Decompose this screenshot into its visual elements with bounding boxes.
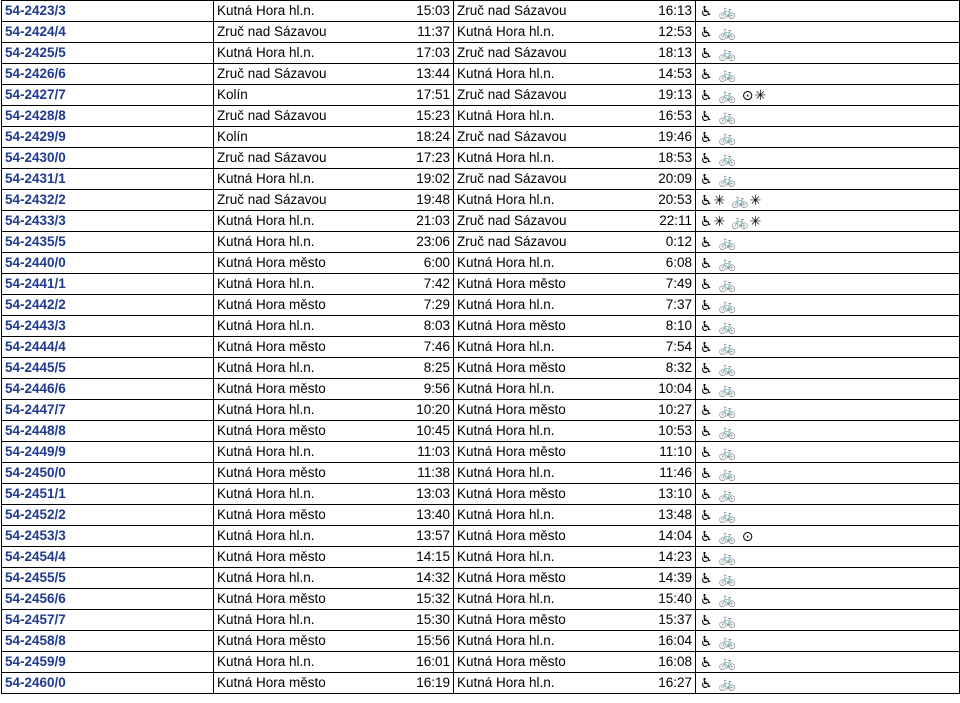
route-code: 54-2435/5: [2, 232, 214, 253]
table-row: [2, 631, 960, 652]
departure-time: 10:20: [379, 400, 454, 421]
table-row: [2, 169, 960, 190]
service-symbols: ♿ 🚲: [696, 43, 960, 64]
to-stop: Zruč nad Sázavou: [454, 43, 639, 64]
from-stop: Kutná Hora město: [214, 253, 379, 274]
arrival-time: 0:12: [639, 232, 696, 253]
table-row: [2, 652, 960, 673]
table-row: [2, 484, 960, 505]
to-stop: Kutná Hora město: [454, 526, 639, 547]
arrival-time: 7:49: [639, 274, 696, 295]
arrival-time: 10:53: [639, 421, 696, 442]
arrival-time: 12:53: [639, 22, 696, 43]
departure-time: 15:23: [379, 106, 454, 127]
to-stop: Zruč nad Sázavou: [454, 232, 639, 253]
route-code: 54-2440/0: [2, 253, 214, 274]
from-stop: Kutná Hora hl.n.: [214, 211, 379, 232]
from-stop: Kutná Hora město: [214, 337, 379, 358]
service-symbols: ♿ 🚲: [696, 127, 960, 148]
table-row: [2, 547, 960, 568]
departure-time: 13:57: [379, 526, 454, 547]
table-row: [2, 232, 960, 253]
arrival-time: 7:37: [639, 295, 696, 316]
service-symbols: ♿ 🚲: [696, 652, 960, 673]
arrival-time: 8:10: [639, 316, 696, 337]
service-symbols: ♿ 🚲: [696, 169, 960, 190]
route-code: 54-2458/8: [2, 631, 214, 652]
arrival-time: 14:23: [639, 547, 696, 568]
table-row: [2, 190, 960, 211]
service-symbols: ♿ 🚲: [696, 1, 960, 22]
table-row: [2, 274, 960, 295]
table-row: [2, 43, 960, 64]
route-code: 54-2446/6: [2, 379, 214, 400]
arrival-time: 16:53: [639, 106, 696, 127]
service-symbols: ♿ 🚲: [696, 400, 960, 421]
route-code: 54-2442/2: [2, 295, 214, 316]
to-stop: Kutná Hora hl.n.: [454, 673, 639, 694]
arrival-time: 20:53: [639, 190, 696, 211]
service-symbols: ♿ 🚲: [696, 274, 960, 295]
service-symbols: ♿ 🚲: [696, 22, 960, 43]
to-stop: Kutná Hora město: [454, 484, 639, 505]
service-symbols: ♿ 🚲: [696, 106, 960, 127]
service-symbols: ♿ 🚲: [696, 442, 960, 463]
departure-time: 23:06: [379, 232, 454, 253]
departure-time: 13:40: [379, 505, 454, 526]
departure-time: 14:32: [379, 568, 454, 589]
arrival-time: 16:13: [639, 1, 696, 22]
from-stop: Kutná Hora město: [214, 463, 379, 484]
from-stop: Kutná Hora hl.n.: [214, 1, 379, 22]
departure-time: 6:00: [379, 253, 454, 274]
route-code: 54-2427/7: [2, 85, 214, 106]
to-stop: Kutná Hora hl.n.: [454, 64, 639, 85]
service-symbols: ♿ 🚲: [696, 673, 960, 694]
to-stop: Kutná Hora město: [454, 316, 639, 337]
route-code: 54-2451/1: [2, 484, 214, 505]
to-stop: Kutná Hora město: [454, 442, 639, 463]
arrival-time: 19:46: [639, 127, 696, 148]
route-code: 54-2430/0: [2, 148, 214, 169]
arrival-time: 16:08: [639, 652, 696, 673]
route-code: 54-2429/9: [2, 127, 214, 148]
route-code: 54-2424/4: [2, 22, 214, 43]
arrival-time: 16:27: [639, 673, 696, 694]
departure-time: 8:25: [379, 358, 454, 379]
departure-time: 15:03: [379, 1, 454, 22]
from-stop: Kutná Hora hl.n.: [214, 43, 379, 64]
table-row: [2, 673, 960, 694]
table-row: [2, 589, 960, 610]
arrival-time: 6:08: [639, 253, 696, 274]
route-code: 54-2441/1: [2, 274, 214, 295]
arrival-time: 22:11: [639, 211, 696, 232]
to-stop: Kutná Hora město: [454, 568, 639, 589]
route-code: 54-2444/4: [2, 337, 214, 358]
service-symbols: ♿✳ 🚲✳: [696, 211, 960, 232]
table-row: [2, 400, 960, 421]
arrival-time: 13:10: [639, 484, 696, 505]
departure-time: 17:03: [379, 43, 454, 64]
from-stop: Kutná Hora město: [214, 379, 379, 400]
route-code: 54-2432/2: [2, 190, 214, 211]
arrival-time: 16:04: [639, 631, 696, 652]
route-code: 54-2452/2: [2, 505, 214, 526]
table-row: [2, 1, 960, 22]
route-code: 54-2445/5: [2, 358, 214, 379]
service-symbols: ♿ 🚲: [696, 148, 960, 169]
to-stop: Zruč nad Sázavou: [454, 169, 639, 190]
from-stop: Kutná Hora město: [214, 421, 379, 442]
to-stop: Zruč nad Sázavou: [454, 127, 639, 148]
from-stop: Kutná Hora hl.n.: [214, 169, 379, 190]
to-stop: Zruč nad Sázavou: [454, 1, 639, 22]
table-row: [2, 337, 960, 358]
from-stop: Kutná Hora hl.n.: [214, 526, 379, 547]
from-stop: Kolín: [214, 85, 379, 106]
to-stop: Kutná Hora hl.n.: [454, 463, 639, 484]
departure-time: 15:56: [379, 631, 454, 652]
arrival-time: 18:53: [639, 148, 696, 169]
from-stop: Kolín: [214, 127, 379, 148]
departure-time: 21:03: [379, 211, 454, 232]
departure-time: 15:32: [379, 589, 454, 610]
from-stop: Kutná Hora hl.n.: [214, 400, 379, 421]
departure-time: 17:51: [379, 85, 454, 106]
to-stop: Kutná Hora hl.n.: [454, 631, 639, 652]
departure-time: 11:37: [379, 22, 454, 43]
table-row: [2, 526, 960, 547]
from-stop: Kutná Hora město: [214, 547, 379, 568]
from-stop: Kutná Hora město: [214, 589, 379, 610]
from-stop: Kutná Hora hl.n.: [214, 316, 379, 337]
table-row: [2, 568, 960, 589]
departure-time: 14:15: [379, 547, 454, 568]
service-symbols: ♿ 🚲 ⊙✳: [696, 85, 960, 106]
to-stop: Kutná Hora město: [454, 652, 639, 673]
departure-time: 7:42: [379, 274, 454, 295]
table-row: [2, 316, 960, 337]
departure-time: 13:03: [379, 484, 454, 505]
to-stop: Kutná Hora hl.n.: [454, 337, 639, 358]
from-stop: Zruč nad Sázavou: [214, 106, 379, 127]
arrival-time: 18:13: [639, 43, 696, 64]
departure-time: 17:23: [379, 148, 454, 169]
table-row: [2, 379, 960, 400]
service-symbols: ♿ 🚲: [696, 421, 960, 442]
from-stop: Kutná Hora město: [214, 673, 379, 694]
arrival-time: 14:53: [639, 64, 696, 85]
to-stop: Kutná Hora město: [454, 610, 639, 631]
service-symbols: ♿ 🚲: [696, 463, 960, 484]
to-stop: Kutná Hora město: [454, 400, 639, 421]
service-symbols: ♿ 🚲: [696, 64, 960, 85]
from-stop: Kutná Hora město: [214, 295, 379, 316]
arrival-time: 8:32: [639, 358, 696, 379]
service-symbols: ♿ 🚲: [696, 589, 960, 610]
from-stop: Kutná Hora hl.n.: [214, 568, 379, 589]
service-symbols: ♿ 🚲: [696, 295, 960, 316]
from-stop: Kutná Hora město: [214, 631, 379, 652]
from-stop: Kutná Hora hl.n.: [214, 232, 379, 253]
to-stop: Kutná Hora hl.n.: [454, 547, 639, 568]
route-code: 54-2426/6: [2, 64, 214, 85]
departure-time: 15:30: [379, 610, 454, 631]
service-symbols: ♿ 🚲: [696, 505, 960, 526]
service-symbols: ♿ 🚲: [696, 316, 960, 337]
service-symbols: ♿✳ 🚲✳: [696, 190, 960, 211]
departure-time: 16:19: [379, 673, 454, 694]
route-code: 54-2450/0: [2, 463, 214, 484]
to-stop: Kutná Hora hl.n.: [454, 379, 639, 400]
service-symbols: ♿ 🚲: [696, 610, 960, 631]
table-row: [2, 358, 960, 379]
to-stop: Kutná Hora hl.n.: [454, 421, 639, 442]
service-symbols: ♿ 🚲: [696, 253, 960, 274]
service-symbols: ♿ 🚲: [696, 631, 960, 652]
table-row: [2, 610, 960, 631]
table-row: [2, 253, 960, 274]
arrival-time: 10:04: [639, 379, 696, 400]
table-row: [2, 148, 960, 169]
to-stop: Kutná Hora hl.n.: [454, 22, 639, 43]
route-code: 54-2425/5: [2, 43, 214, 64]
table-row: [2, 505, 960, 526]
arrival-time: 20:09: [639, 169, 696, 190]
route-code: 54-2447/7: [2, 400, 214, 421]
service-symbols: ♿ 🚲: [696, 379, 960, 400]
table-row: [2, 463, 960, 484]
timetable-body: [2, 1, 960, 694]
table-row: [2, 295, 960, 316]
departure-time: 7:29: [379, 295, 454, 316]
from-stop: Kutná Hora hl.n.: [214, 484, 379, 505]
arrival-time: 11:46: [639, 463, 696, 484]
arrival-time: 10:27: [639, 400, 696, 421]
route-code: 54-2454/4: [2, 547, 214, 568]
service-symbols: ♿ 🚲: [696, 568, 960, 589]
from-stop: Kutná Hora hl.n.: [214, 358, 379, 379]
departure-time: 9:56: [379, 379, 454, 400]
arrival-time: 14:04: [639, 526, 696, 547]
arrival-time: 15:37: [639, 610, 696, 631]
table-row: [2, 85, 960, 106]
route-code: 54-2453/3: [2, 526, 214, 547]
departure-time: 7:46: [379, 337, 454, 358]
table-row: [2, 22, 960, 43]
from-stop: Zruč nad Sázavou: [214, 64, 379, 85]
route-code: 54-2456/6: [2, 589, 214, 610]
arrival-time: 11:10: [639, 442, 696, 463]
service-symbols: ♿ 🚲: [696, 484, 960, 505]
departure-time: 13:44: [379, 64, 454, 85]
to-stop: Zruč nad Sázavou: [454, 211, 639, 232]
route-code: 54-2459/9: [2, 652, 214, 673]
route-code: 54-2443/3: [2, 316, 214, 337]
from-stop: Kutná Hora hl.n.: [214, 610, 379, 631]
to-stop: Kutná Hora hl.n.: [454, 295, 639, 316]
to-stop: Kutná Hora hl.n.: [454, 190, 639, 211]
departure-time: 16:01: [379, 652, 454, 673]
departure-time: 18:24: [379, 127, 454, 148]
route-code: 54-2428/8: [2, 106, 214, 127]
service-symbols: ♿ 🚲: [696, 358, 960, 379]
arrival-time: 7:54: [639, 337, 696, 358]
route-code: 54-2433/3: [2, 211, 214, 232]
from-stop: Zruč nad Sázavou: [214, 22, 379, 43]
from-stop: Kutná Hora hl.n.: [214, 442, 379, 463]
route-code: 54-2423/3: [2, 1, 214, 22]
route-code: 54-2449/9: [2, 442, 214, 463]
to-stop: Kutná Hora hl.n.: [454, 253, 639, 274]
service-symbols: ♿ 🚲 ⊙: [696, 526, 960, 547]
to-stop: Kutná Hora hl.n.: [454, 106, 639, 127]
departure-time: 19:02: [379, 169, 454, 190]
timetable: [1, 0, 960, 694]
route-code: 54-2457/7: [2, 610, 214, 631]
to-stop: Kutná Hora město: [454, 274, 639, 295]
service-symbols: ♿ 🚲: [696, 337, 960, 358]
departure-time: 11:38: [379, 463, 454, 484]
from-stop: Kutná Hora hl.n.: [214, 274, 379, 295]
to-stop: Kutná Hora hl.n.: [454, 589, 639, 610]
route-code: 54-2460/0: [2, 673, 214, 694]
from-stop: Zruč nad Sázavou: [214, 190, 379, 211]
departure-time: 11:03: [379, 442, 454, 463]
departure-time: 10:45: [379, 421, 454, 442]
table-row: [2, 421, 960, 442]
table-row: [2, 442, 960, 463]
service-symbols: ♿ 🚲: [696, 547, 960, 568]
table-row: [2, 211, 960, 232]
table-row: [2, 127, 960, 148]
to-stop: Zruč nad Sázavou: [454, 85, 639, 106]
arrival-time: 15:40: [639, 589, 696, 610]
to-stop: Kutná Hora hl.n.: [454, 505, 639, 526]
arrival-time: 19:13: [639, 85, 696, 106]
from-stop: Kutná Hora hl.n.: [214, 652, 379, 673]
to-stop: Kutná Hora město: [454, 358, 639, 379]
route-code: 54-2448/8: [2, 421, 214, 442]
from-stop: Zruč nad Sázavou: [214, 148, 379, 169]
service-symbols: ♿ 🚲: [696, 232, 960, 253]
arrival-time: 14:39: [639, 568, 696, 589]
route-code: 54-2455/5: [2, 568, 214, 589]
to-stop: Kutná Hora hl.n.: [454, 148, 639, 169]
arrival-time: 13:48: [639, 505, 696, 526]
route-code: 54-2431/1: [2, 169, 214, 190]
table-row: [2, 106, 960, 127]
table-row: [2, 64, 960, 85]
departure-time: 8:03: [379, 316, 454, 337]
departure-time: 19:48: [379, 190, 454, 211]
from-stop: Kutná Hora město: [214, 505, 379, 526]
